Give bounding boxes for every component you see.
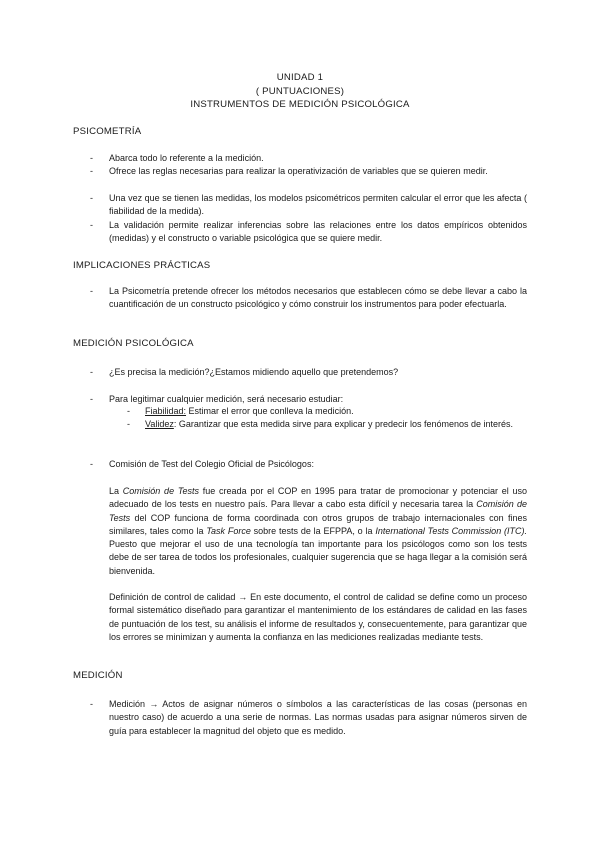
document-header xyxy=(0,71,600,112)
section-heading-psicometria: PSICOMETRÍA xyxy=(73,126,142,137)
bullet-dash: - xyxy=(90,153,93,163)
list-item-text: ¿Es precisa la medición?¿Estamos midiendo aquello que pretendemos? xyxy=(109,367,399,377)
list-item-text: La validación permite realizar inferencias sobre las relaciones entre los datos empíricos obtenidos (medidas) y el constructo o variable psicológica que se quiere medir. xyxy=(109,220,527,244)
list-item xyxy=(90,219,527,246)
bullet-dash: - xyxy=(90,459,93,469)
sub-list-item-validez xyxy=(127,418,527,431)
italic-run: Comisión de Tests xyxy=(122,486,200,496)
paragraph-control-calidad: Definición de control de calidad → En este documento, el control de calidad se define como un proceso formal sistemático diseñado para garantizar el mantenimiento de los estándares de calidad en las fases de puntuación de los test, su análisis el informe de resultados y, consecuentemente, para garantizar que los errores se minimizan y aumenta la confianza en las mediciones realizadas mediante tests. xyxy=(109,592,527,642)
list-item-text: Comisión de Test del Colegio Oficial de Psicólogos: xyxy=(109,459,314,469)
definition-fiabilidad: Estimar el error que conlleva la medición. xyxy=(186,406,354,416)
text-run: Puesto que mejorar el uso de una tecnología tan importante para los psicólogos como son los tests debe de ser tarea de todos los profesionales, cualquier sugerencia que se haga llegar a la comisión será bienvenida. xyxy=(109,539,527,576)
list-item xyxy=(90,192,527,219)
sub-list-item-fiabilidad xyxy=(127,405,527,418)
term-validez: Validez xyxy=(145,419,174,429)
document-title: INSTRUMENTOS DE MEDICIÓN PSICOLÓGICA xyxy=(190,99,410,110)
term-fiabilidad: Fiabilidad: xyxy=(145,406,187,416)
bullet-dash: - xyxy=(90,166,93,176)
unit-title: UNIDAD 1 xyxy=(276,72,324,83)
text-run: fue creada por el COP en 1995 para tratar de promocionar y potenciar el uso adecuado de los tests en nuestro país. Para llevar a cabo esta difícil y necesaria tarea la xyxy=(109,486,528,510)
list-item-text: La Psicometría pretende ofrecer los métodos necesarios que establecen cómo se debe llevar a cabo la cuantificación de un constructo psicológico y cómo construir los instrumentos para poder efectuarla. xyxy=(109,286,527,310)
list-item-text: Ofrece las reglas necesarias para realizar la operativización de variables que se quieren medir. xyxy=(109,166,488,176)
text-run: del COP funciona de forma coordinada con otros grupos de trabajo internacionales con fines similares, tales como la xyxy=(109,512,527,536)
bullet-dash: - xyxy=(90,220,93,230)
text-run: La xyxy=(109,486,123,496)
unit-subtitle: ( PUNTUACIONES) xyxy=(255,85,345,97)
paragraph-comision-tests xyxy=(109,485,527,578)
bullet-dash: - xyxy=(90,394,93,404)
text-run: sobre tests de la EFPPA, o la xyxy=(250,525,376,536)
section-heading-implicaciones: IMPLICACIONES PRÁCTICAS xyxy=(73,260,211,271)
bullet-dash: - xyxy=(127,406,130,416)
list-item-text: Una vez que se tienen las medidas, los modelos psicométricos permiten calcular el error que les afecta ( fiabilidad de la medida). xyxy=(109,193,527,217)
list-item xyxy=(90,152,527,165)
definition-validez: : Garantizar que esta medida sirve para explicar y predecir los fenómenos de interés. xyxy=(173,419,514,429)
section-heading-medicion: MEDICIÓN xyxy=(73,670,123,681)
bullet-dash: - xyxy=(127,419,130,429)
list-item-text: Para legitimar cualquier medición, será necesario estudiar: xyxy=(109,394,344,404)
sub-list-item-text xyxy=(145,418,527,431)
list-item-text: Medición → Actos de asignar números o símbolos a las características de las cosas (personas en nuestro caso) de acuerdo a una serie de normas. Las normas usadas para asignar números sirven de guía para establecer la magnitud del objeto que es medido. xyxy=(109,699,527,736)
bullet-dash: - xyxy=(90,367,93,377)
bullet-dash: - xyxy=(90,286,93,296)
bullet-dash: - xyxy=(90,699,93,709)
list-item xyxy=(90,698,527,738)
list-item xyxy=(90,165,527,178)
bullet-dash: - xyxy=(90,193,93,203)
sub-list-item-text xyxy=(145,405,527,418)
italic-run: International Tests Commission (ITC). xyxy=(375,525,528,536)
list-item xyxy=(90,366,527,379)
list-item xyxy=(90,285,527,312)
list-item-text: Abarca todo lo referente a la medición. xyxy=(109,153,264,163)
section-heading-medicion-psicologica: MEDICIÓN PSICOLÓGICA xyxy=(73,338,194,349)
italic-run: Task Force xyxy=(206,525,251,536)
italic-run: Comisión de Tests xyxy=(109,499,527,523)
list-item xyxy=(90,458,527,471)
